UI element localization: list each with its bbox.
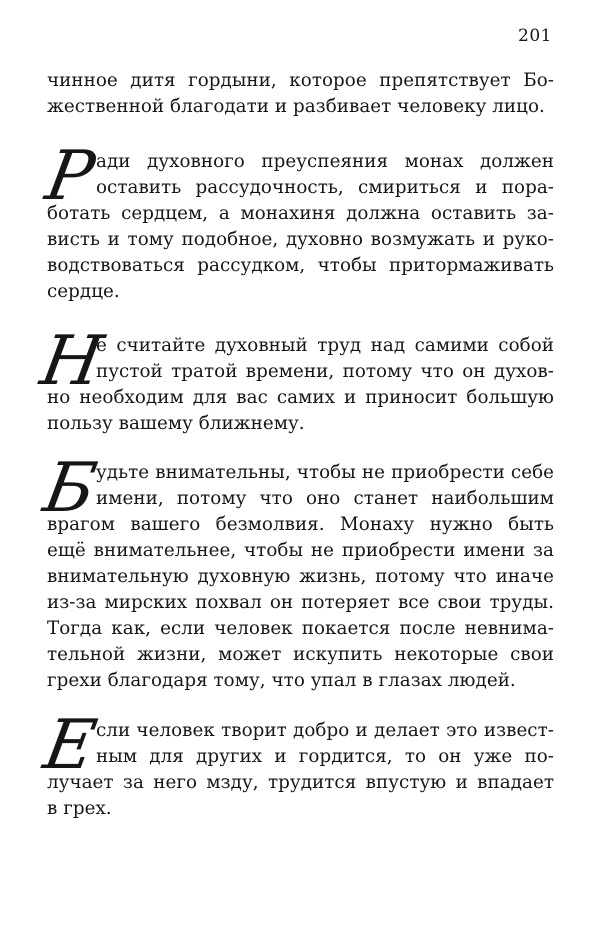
text-line: Тогда как, если человек покается после невнима-: [47, 618, 554, 639]
text-line: ным для других и гордится, то он уже по-: [96, 746, 554, 767]
text-line: грехи благодаря тому, что упал в глазах людей.: [47, 670, 516, 691]
text-line: имени, потому что оно станет наибольшим: [96, 488, 554, 509]
text-line: пользу вашему ближнему.: [47, 413, 305, 434]
text-line: ботать сердцем, а монахиня должна оставить за-: [47, 203, 554, 224]
text-line: ади духовного преуспеяния монах должен: [96, 151, 554, 172]
text-line: ещё внимательнее, чтобы не приобрести имени за: [47, 540, 554, 561]
drop-cap: Р: [40, 137, 100, 216]
text-line: сли человек творит добро и делает это извест-: [96, 720, 554, 741]
text-line: чинное дитя гордыни, которое препятствует Бо-: [47, 70, 554, 91]
text-line: жественной благодати и разбивает человеку лицо.: [47, 96, 545, 117]
text-line: лучает за него мзду, трудится впустую и впадает: [47, 772, 554, 793]
text-line: пустой тратой времени, потому что он духов-: [96, 361, 554, 382]
drop-cap: Е: [38, 706, 102, 785]
text-line: из-за мирских похвал он потеряет все свои труды.: [47, 592, 554, 613]
text-line: висть и тому подобное, духовно возмужать и руко-: [47, 229, 554, 250]
text-line: тельной жизни, может искупить некоторые свои: [47, 644, 554, 665]
drop-cap: Б: [38, 449, 103, 528]
text-line: сердце.: [47, 281, 120, 302]
text-line: оставить рассудочность, смириться и пора-: [96, 177, 554, 198]
text-line: е считайте духовный труд над самими собой: [96, 335, 554, 356]
text-line: водствоваться рассудком, чтобы притормаживать: [47, 255, 554, 276]
page-number: 201: [518, 26, 552, 46]
text-line: врагом вашего безмолвия. Монаху нужно быть: [47, 514, 554, 535]
text-line: внимательную духовную жизнь, потому что иначе: [47, 566, 554, 587]
text-line: в грех.: [47, 798, 112, 819]
drop-cap: Н: [35, 322, 109, 401]
text-line: но необходим для вас самих и приносит большую: [47, 387, 554, 408]
text-line: удьте внимательны, чтобы не приобрести себе: [96, 462, 554, 483]
